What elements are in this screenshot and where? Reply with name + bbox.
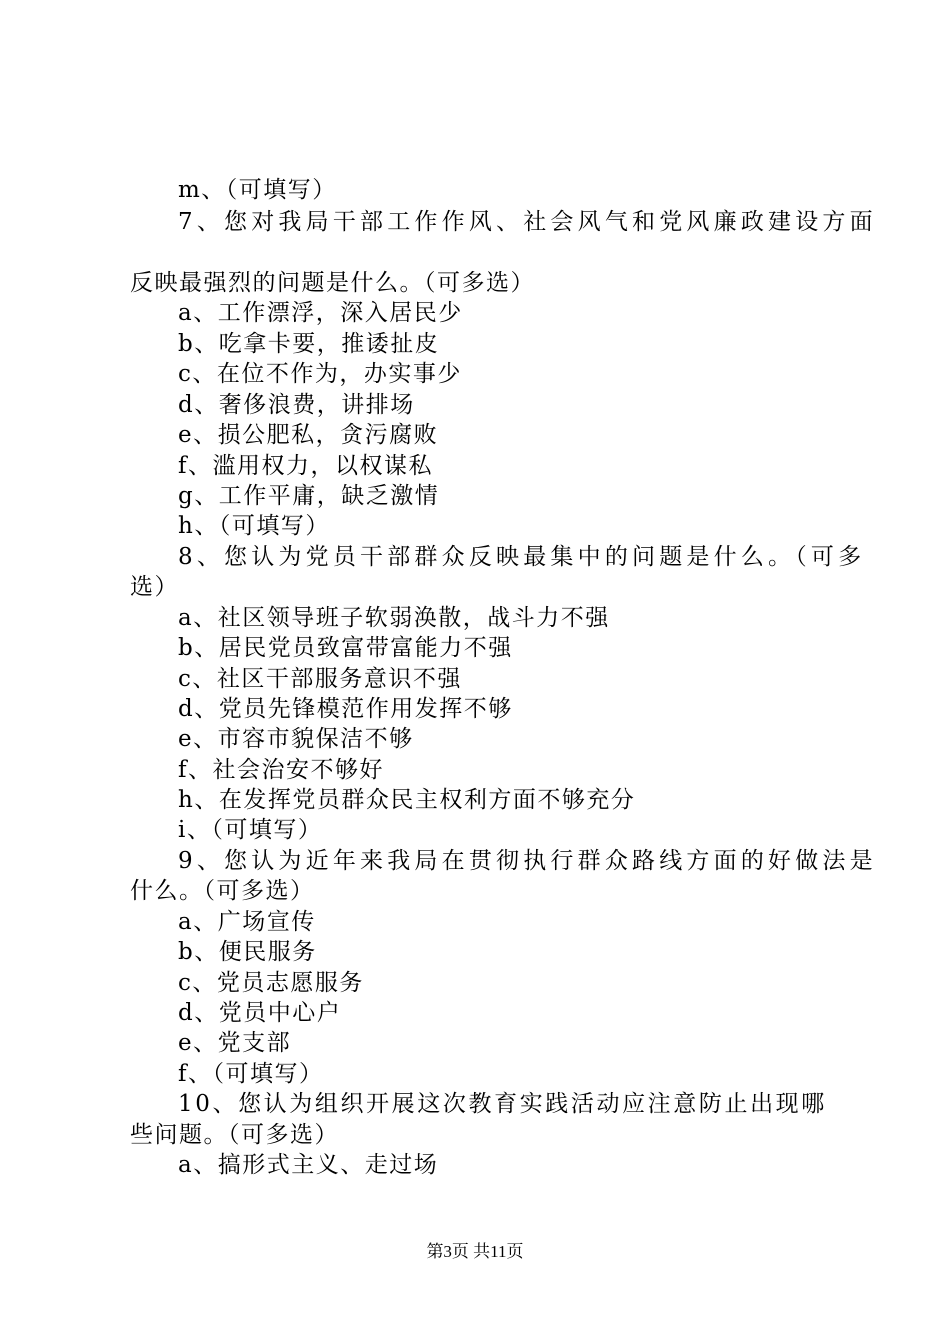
question-7-line-1: 7、您对我局干部工作作风、社会风气和党风廉政建设方面 (178, 209, 877, 235)
q8-option-f: f、社会治安不够好 (178, 757, 385, 783)
question-10-line-2: 些问题。（可多选） (130, 1122, 339, 1148)
q8-option-c: c、社区干部服务意识不强 (178, 666, 462, 692)
q7-option-h: h、（可填写） (178, 513, 330, 539)
q9-option-e: e、党支部 (178, 1030, 292, 1056)
option-m: m、（可填写） (178, 177, 337, 203)
q7-option-g: g、工作平庸，缺乏激情 (178, 483, 440, 509)
question-9-line-1: 9、您认为近年来我局在贯彻执行群众路线方面的好做法是 (178, 848, 877, 874)
q7-option-e: e、损公肥私，贪污腐败 (178, 422, 439, 448)
q7-option-c: c、在位不作为，办实事少 (178, 361, 462, 387)
question-8-line-2: 选） (130, 574, 179, 600)
q10-option-a: a、搞形式主义、走过场 (178, 1152, 439, 1178)
q7-option-f: f、滥用权力，以权谋私 (178, 453, 434, 479)
question-10-line-1: 10、您认为组织开展这次教育实践活动应注意防止出现哪 (178, 1091, 827, 1117)
q9-option-c: c、党员志愿服务 (178, 970, 364, 996)
q8-option-e: e、市容市貌保洁不够 (178, 726, 414, 752)
q7-option-d: d、奢侈浪费，讲排场 (178, 392, 415, 418)
q9-option-b: b、便民服务 (178, 939, 317, 965)
q9-option-f: f、（可填写） (178, 1061, 324, 1087)
q7-option-a: a、工作漂浮，深入居民少 (178, 300, 463, 326)
q9-option-d: d、党员中心户 (178, 1000, 342, 1026)
q9-option-a: a、广场宣传 (178, 909, 316, 935)
q8-option-h: h、在发挥党员群众民主权利方面不够充分 (178, 787, 636, 813)
question-7-line-2: 反映最强烈的问题是什么。（可多选） (130, 270, 535, 296)
q8-option-d: d、党员先锋模范作用发挥不够 (178, 696, 513, 722)
q7-option-b: b、吃拿卡要，推诿扯皮 (178, 331, 440, 357)
question-8-line-1: 8、您认为党员干部群众反映最集中的问题是什么。（可多 (178, 544, 866, 570)
page-number: 第3页 共11页 (426, 1242, 524, 1261)
question-9-line-2: 什么。（可多选） (130, 878, 315, 904)
q8-option-i: i、（可填写） (178, 817, 323, 843)
q8-option-a: a、社区领导班子软弱涣散，战斗力不强 (178, 605, 610, 631)
q8-option-b: b、居民党员致富带富能力不强 (178, 635, 513, 661)
